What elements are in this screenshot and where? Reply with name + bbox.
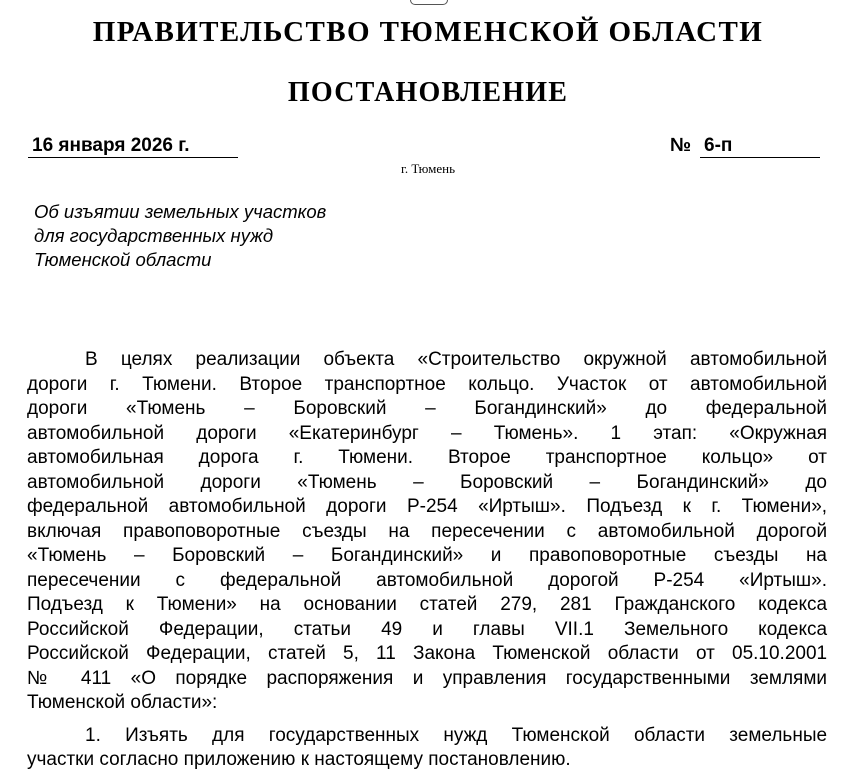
body-line: «Тюмень – Боровский – Богандинский» и правоповоротные съезды на: [27, 545, 827, 566]
document-body: [27, 348, 827, 773]
document-city: г. Тюмень: [400, 161, 456, 176]
body-line: Российской Федерации, статей 5, 11 Закона Тюменской области от 05.10.2001: [27, 643, 828, 664]
body-line: В целях реализации объекта «Строительство окружной автомобильной: [85, 349, 828, 370]
document-date: 16 января 2026 г.: [28, 135, 238, 158]
body-line: Российской Федерации, статьи 49 и главы VII.1 Земельного кодекса: [27, 618, 828, 640]
body-paragraph-2: [27, 724, 827, 773]
subject-line: Тюменской области: [34, 249, 212, 270]
body-line: автомобильная дорога г. Тюмени. Второе транспортное кольцо» от: [27, 447, 828, 468]
document-type-title: ПОСТАНОВЛЕНИЕ: [287, 77, 569, 108]
document-number: 6-п: [700, 135, 820, 158]
body-line: включая правоповоротные съезды на пересечении с автомобильной дорогой: [27, 520, 828, 542]
body-line: Тюменской области»:: [27, 692, 218, 713]
subject-line: для государственных нужд: [34, 225, 274, 246]
body-line: дороги г. Тюмени. Второе транспортное кольцо. Участок от автомобильной: [27, 373, 828, 395]
body-line: дороги «Тюмень – Боровский – Богандинский» до федеральной: [27, 398, 827, 419]
body-line: федеральной автомобильной дороги Р-254 «Иртыш». Подъезд к г. Тюмени»,: [27, 496, 828, 517]
organization-title: ПРАВИТЕЛЬСТВО ТЮМЕНСКОЙ ОБЛАСТИ: [92, 16, 764, 48]
body-paragraph-1: [27, 348, 827, 716]
document-number-block: [670, 135, 820, 157]
body-line: № 411 «О порядке распоряжения и управления государственными землями: [27, 667, 828, 689]
body-line: Подъезд к Тюмени» на основании статей 279, 281 Гражданского кодекса: [27, 594, 828, 615]
number-sign: №: [670, 135, 692, 156]
subject-line: Об изъятии земельных участков: [34, 201, 327, 222]
body-line: участки согласно приложению к настоящему постановлению.: [27, 749, 571, 770]
body-line: пересечении с федеральной автомобильной дорогой Р-254 «Иртыш».: [27, 569, 827, 591]
document-subject: [34, 200, 326, 272]
body-line: автомобильной дороги «Тюмень – Боровский – Богандинский» до: [27, 471, 827, 493]
body-line: 1. Изъять для государственных нужд Тюменской области земельные: [85, 724, 828, 746]
emblem-icon: [410, 0, 448, 5]
paragraph-gap: [27, 716, 827, 724]
body-line: автомобильной дороги «Екатеринбург – Тюмень». 1 этап: «Окружная: [27, 422, 828, 444]
